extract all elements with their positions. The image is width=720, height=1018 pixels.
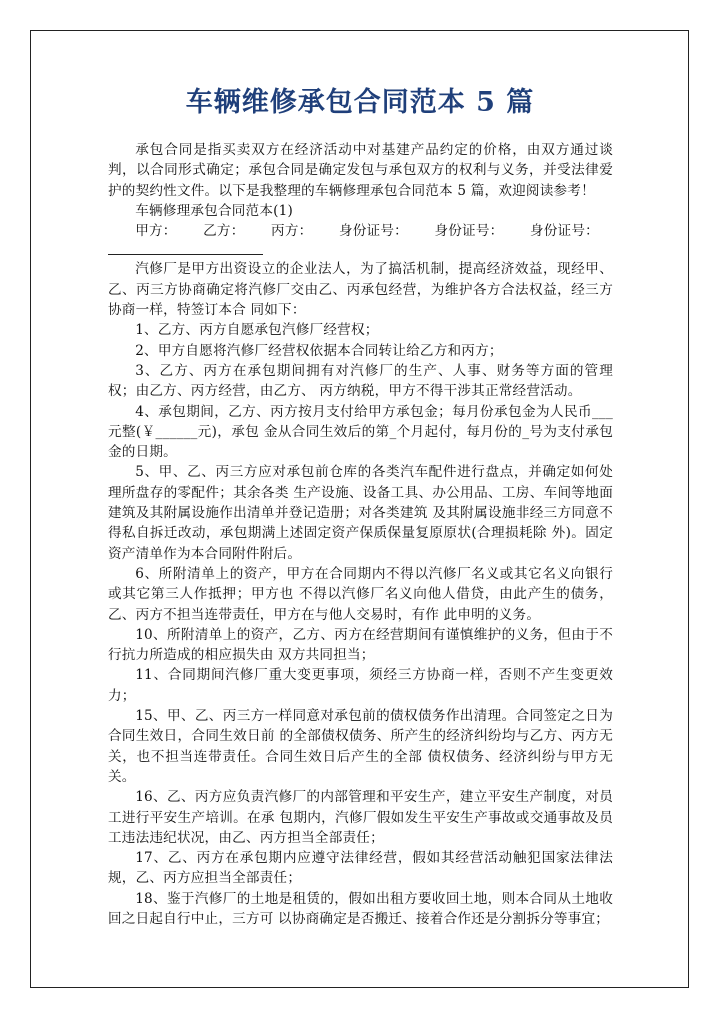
- clause-3: 3、乙方、丙方在承包期间拥有对汽修厂的生产、人事、财务等方面的管理权；由乙方、丙方经营，由乙方、 丙方纳税，甲方不得干涉其正常经营活动。: [108, 362, 613, 400]
- party-b-label: 乙方：: [203, 223, 245, 240]
- parties-row: [108, 221, 613, 241]
- id-number-a-label: 身份证号：: [338, 223, 408, 240]
- id-number-b-label: 身份证号：: [434, 223, 504, 240]
- clause-18: 18、鉴于汽修厂的土地是租赁的，假如出租方要收回土地，则本合同从土地收回之日起自行中止，三方可 以协商确定是否搬迁、接着合作还是分割拆分等事宜；: [108, 890, 613, 927]
- clause-17: 17、乙、丙方在承包期内应遵守法律经营，假如其经营活动触犯国家法律法规，乙、丙方应担当全部责任；: [108, 850, 613, 887]
- section-title: 车辆修理承包合同范本(1): [135, 202, 293, 219]
- id-number-c-label: 身份证号：: [529, 223, 599, 240]
- clause-4: 4、承包期间，乙方、丙方按月支付给甲方承包金；每月份承包金为人民币___元整(￥______元)，承包 金从合同生效后的第_个月起付，每月份的_号为支付承包金的日期。: [108, 403, 613, 461]
- party-c-label: 丙方：: [271, 223, 313, 240]
- clause-15: 15、甲、乙、丙三方一样同意对承包前的债权债务作出清理。合同签定之日为合同生效日，合同生效日前 的全部债权债务、所产生的经济纠纷均与乙方、丙方无关，也不担当连带责任。合同生效日后产生的全部 债权债务、经济纠纷与甲方无关。: [108, 708, 613, 785]
- document-body: [108, 140, 613, 929]
- clause-6: 6、所附清单上的资产，甲方在合同期内不得以汽修厂名义或其它名义向银行或其它第三人作抵押；甲方也 不得以汽修厂名义向他人借贷，由此产生的债务，乙、丙方不担当连带责任，甲方在与他人交易时，有作 此申明的义务。: [108, 565, 613, 623]
- blank-fill-line: [108, 241, 263, 255]
- party-a-label: 甲方：: [135, 223, 177, 240]
- document-title: 车辆维修承包合同范本 5 篇: [185, 87, 535, 118]
- clause-11: 11、合同期间汽修厂重大变更事项，须经三方协商一样，否则不产生变更效力；: [108, 667, 613, 704]
- clause-1: 1、乙方、丙方自愿承包汽修厂经营权；: [135, 322, 379, 339]
- clause-5: 5、甲、乙、丙三方应对承包前仓库的各类汽车配件进行盘点，并确定如何处理所盘存的零配件；其余各类 生产设施、设备工具、办公用品、工房、车间等地面建筑及其附属设施作出清单并登记造册；对各类建筑 及其附属设施非经三方同意不得私自拆迁改动，承包期满上述固定资产保质保量复原原状(合理损耗除 外)。固定资产清单作为本合同附件附后。: [108, 464, 613, 562]
- clause-16: 16、乙、丙方应负责汽修厂的内部管理和平安生产，建立平安生产制度，对员工进行平安生产培训。在承 包期内，汽修厂假如发生平安生产事故或交通事故及员工违法违纪状况，由乙、丙方担当全部责任；: [108, 789, 613, 846]
- preamble-paragraph: 汽修厂是甲方出资设立的企业法人，为了搞活机制，提高经济效益，现经甲、 乙、丙三方协商确定将汽修厂交由乙、丙承包经营，为维护各方合法权益，经三方协商一样，特签订本合 同如下：: [108, 261, 613, 319]
- clause-10: 10、所附清单上的资产，乙方、丙方在经营期间有谨慎维护的义务，但由于不行抗力所造成的相应损失由 双方共同担当；: [108, 626, 613, 664]
- intro-paragraph: 承包合同是指买卖双方在经济活动中对基建产品约定的价格，由双方通过谈判，以合同形式确定；承包合同是确定发包与承包双方的权利与义务，并受法律爱护的契约性文件。以下是我整理的车辆修理承包合同范本 5 篇，欢迎阅读参考！: [108, 142, 613, 199]
- clause-2: 2、甲方自愿将汽修厂经营权依据本合同转让给乙方和丙方；: [135, 342, 503, 359]
